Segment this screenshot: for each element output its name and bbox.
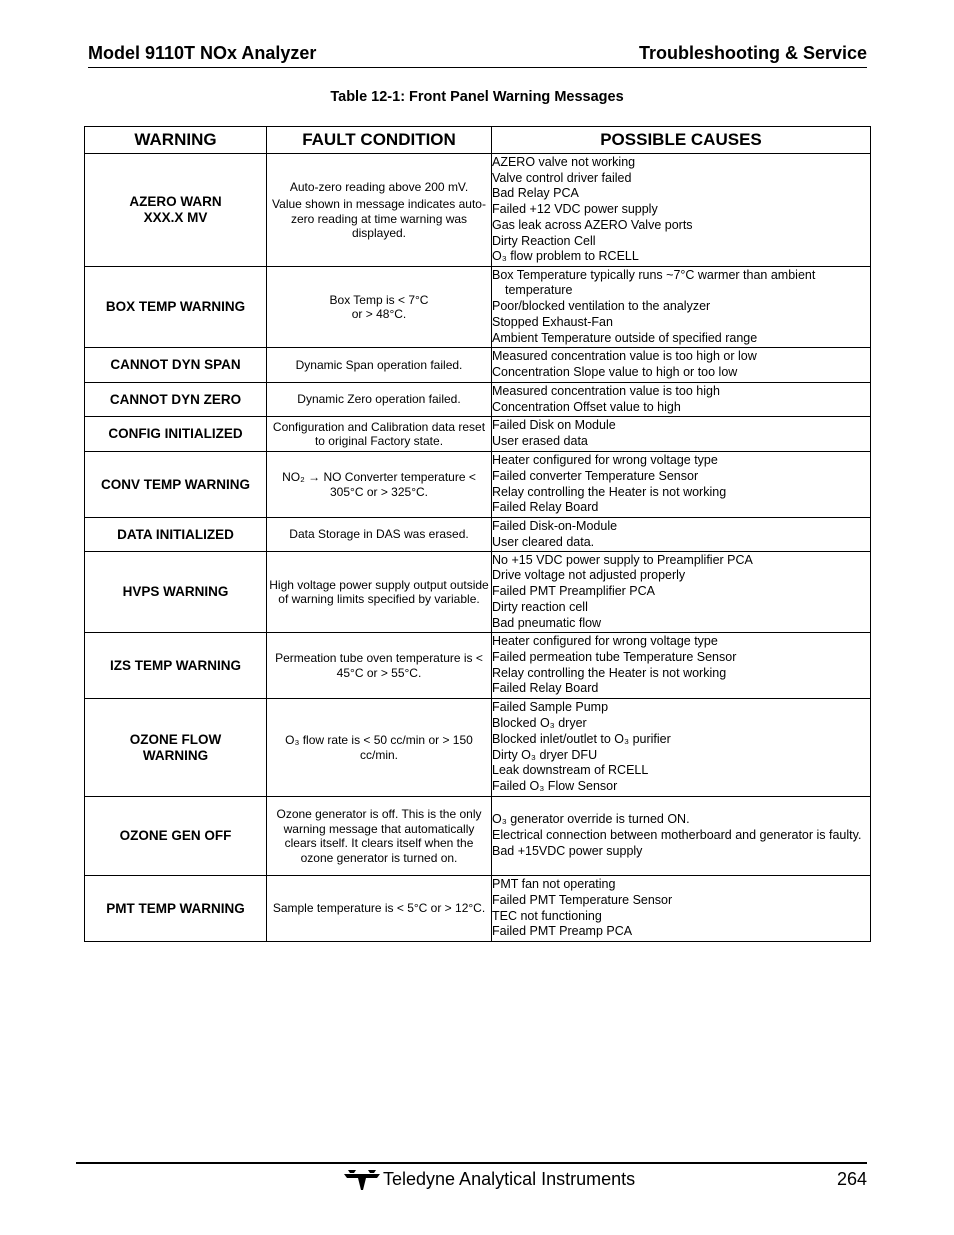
cause-item: Relay controlling the Heater is not working <box>492 484 727 499</box>
cause-item: Failed Relay Board <box>492 500 599 515</box>
footer-rule <box>76 1162 867 1164</box>
column-header-warning: WARNING <box>85 127 267 154</box>
fault-condition-text: Value shown in message indicates auto-zero reading at time warning was displayed. <box>272 197 486 240</box>
fault-condition-cell <box>267 552 492 633</box>
table-row <box>85 699 871 797</box>
fault-condition-cell <box>267 348 492 383</box>
fault-condition-cell <box>267 876 492 942</box>
cause-item: Gas leak across AZERO Valve ports <box>492 217 693 232</box>
possible-causes-cell <box>492 552 871 633</box>
fault-condition-text: Configuration and Calibration data reset to original Factory state. <box>272 419 486 448</box>
teledyne-logo-icon <box>344 1169 380 1191</box>
footer-company-name: Teledyne Analytical Instruments <box>383 1169 636 1189</box>
table-row <box>85 797 871 876</box>
fault-condition-cell <box>267 633 492 699</box>
cause-item: Leak downstream of RCELL <box>492 763 649 778</box>
cause-item: Heater configured for wrong voltage type <box>492 453 718 468</box>
cause-item: Valve control driver failed <box>492 170 632 185</box>
column-header-possible-causes: POSSIBLE CAUSES <box>492 127 871 154</box>
cause-item: Failed Sample Pump <box>492 700 609 715</box>
fault-condition-cell <box>267 797 492 876</box>
possible-causes-cell <box>492 633 871 699</box>
table-row <box>85 383 871 417</box>
table-row <box>85 518 871 552</box>
cause-item: Stopped Exhaust-Fan <box>492 314 613 329</box>
cause-item: Measured concentration value is too high or low <box>492 349 757 364</box>
fault-condition-text: Ozone generator is off. This is the only warning message that automatically clears itself. It clears itself when the ozone generator is turned on. <box>276 807 482 865</box>
fault-condition-cell <box>267 383 492 417</box>
cause-item: Relay controlling the Heater is not working <box>492 665 727 680</box>
fault-condition-text: Box Temp is < 7°C or > 48°C. <box>329 292 429 321</box>
cause-item: Bad Relay PCA <box>492 186 579 201</box>
table-header-row <box>85 127 871 154</box>
cause-item: Poor/blocked ventilation to the analyzer <box>492 299 711 314</box>
possible-causes-cell <box>492 417 871 452</box>
cause-item: Heater configured for wrong voltage type <box>492 634 718 649</box>
possible-causes-cell <box>492 383 871 417</box>
cause-item: Failed permeation tube Temperature Sensor <box>492 649 737 664</box>
possible-causes-cell <box>492 518 871 552</box>
fault-condition-text: NO₂ → NO Converter temperature < 305°C or > 325°C. <box>282 470 476 499</box>
warning-messages-table <box>84 126 871 942</box>
fault-condition-cell <box>267 154 492 267</box>
warning-cell: OZONE FLOW WARNING <box>85 699 267 797</box>
table-row <box>85 876 871 942</box>
fault-condition-cell <box>267 267 492 348</box>
cause-item: Blocked O₃ dryer <box>492 716 587 731</box>
cause-item: Failed converter Temperature Sensor <box>492 468 699 483</box>
cause-item: Failed Relay Board <box>492 681 599 696</box>
cause-item: Failed O₃ Flow Sensor <box>492 778 618 793</box>
cause-item: Dirty O₃ dryer DFU <box>492 747 598 762</box>
warning-cell: OZONE GEN OFF <box>85 797 267 876</box>
cause-item: Blocked inlet/outlet to O₃ purifier <box>492 731 671 746</box>
column-header-fault-condition: FAULT CONDITION <box>267 127 492 154</box>
fault-condition-cell <box>267 518 492 552</box>
cause-item: Measured concentration value is too high <box>492 383 720 398</box>
table-row <box>85 348 871 383</box>
header-section-title: Troubleshooting & Service <box>638 43 867 63</box>
cause-item: Bad pneumatic flow <box>492 615 602 630</box>
warning-cell: CANNOT DYN ZERO <box>85 383 267 417</box>
table-row <box>85 154 871 267</box>
cause-item: No +15 VDC power supply to Preamplifier PCA <box>492 552 753 567</box>
possible-causes-cell <box>492 267 871 348</box>
cause-item: Box Temperature typically runs ~7°C warmer than ambient temperature <box>492 267 816 298</box>
header-model-title: Model 9110T NOx Analyzer <box>88 43 317 63</box>
table-row <box>85 552 871 633</box>
possible-causes-cell <box>492 348 871 383</box>
cause-item: O₃ generator override is turned ON. <box>492 812 690 827</box>
fault-condition-text: High voltage power supply output outside of warning limits specified by variable. <box>269 577 489 606</box>
possible-causes-cell <box>492 876 871 942</box>
fault-condition-cell <box>267 699 492 797</box>
possible-causes-cell <box>492 797 871 876</box>
cause-item: Failed PMT Temperature Sensor <box>492 892 673 907</box>
table-row <box>85 267 871 348</box>
warning-cell: CONV TEMP WARNING <box>85 452 267 518</box>
warning-cell: BOX TEMP WARNING <box>85 267 267 348</box>
page-number: 264 <box>836 1169 867 1189</box>
cause-item: Concentration Slope value to high or too low <box>492 365 738 379</box>
cause-item: Ambient Temperature outside of specified range <box>492 330 758 345</box>
warning-cell: AZERO WARN XXX.X MV <box>85 154 267 267</box>
cause-item: User erased data <box>492 434 588 448</box>
warning-cell: HVPS WARNING <box>85 552 267 633</box>
fault-condition-text: Permeation tube oven temperature is < 45°C or > 55°C. <box>275 651 483 680</box>
cause-item: Dirty Reaction Cell <box>492 233 596 248</box>
warning-cell: DATA INITIALIZED <box>85 518 267 552</box>
cause-item: O₃ flow problem to RCELL <box>492 249 639 264</box>
fault-condition-cell <box>267 417 492 452</box>
cause-item: Concentration Offset value to high <box>492 399 681 414</box>
warning-cell: CONFIG INITIALIZED <box>85 417 267 452</box>
fault-condition-text: Sample temperature is < 5°C or > 12°C. <box>272 901 486 916</box>
fault-condition-cell <box>267 452 492 518</box>
fault-condition-text: Dynamic Zero operation failed. <box>297 392 461 407</box>
table-caption: Table 12-1: Front Panel Warning Messages <box>330 89 624 105</box>
possible-causes-cell <box>492 452 871 518</box>
cause-item: Failed PMT Preamplifier PCA <box>492 584 656 599</box>
cause-item: AZERO valve not working <box>492 155 636 170</box>
fault-condition-text: Data Storage in DAS was erased. <box>289 527 469 542</box>
fault-condition-text: Auto-zero reading above 200 mV. <box>289 179 469 194</box>
cause-item: Failed +12 VDC power supply <box>492 202 658 217</box>
table-row <box>85 633 871 699</box>
table-row <box>85 417 871 452</box>
possible-causes-cell <box>492 154 871 267</box>
cause-item: User cleared data. <box>492 534 595 549</box>
cause-item: Failed Disk-on-Module <box>492 518 618 533</box>
warning-cell: IZS TEMP WARNING <box>85 633 267 699</box>
cause-item: Failed Disk on Module <box>492 418 616 433</box>
table-row <box>85 452 871 518</box>
cause-item: Failed PMT Preamp PCA <box>492 924 633 939</box>
cause-item: Drive voltage not adjusted properly <box>492 568 686 583</box>
warning-cell: PMT TEMP WARNING <box>85 876 267 942</box>
cause-item: Dirty reaction cell <box>492 599 588 614</box>
warning-cell: CANNOT DYN SPAN <box>85 348 267 383</box>
fault-condition-text: O₃ flow rate is < 50 cc/min or > 150 cc/min. <box>285 733 473 762</box>
cause-item: Electrical connection between motherboard and generator is faulty. <box>492 828 862 843</box>
fault-condition-text: Dynamic Span operation failed. <box>295 357 463 372</box>
cause-item: PMT fan not operating <box>492 877 616 892</box>
cause-item: Bad +15VDC power supply <box>492 843 643 858</box>
cause-item: TEC not functioning <box>492 908 602 923</box>
possible-causes-cell <box>492 699 871 797</box>
page-header <box>88 43 867 68</box>
